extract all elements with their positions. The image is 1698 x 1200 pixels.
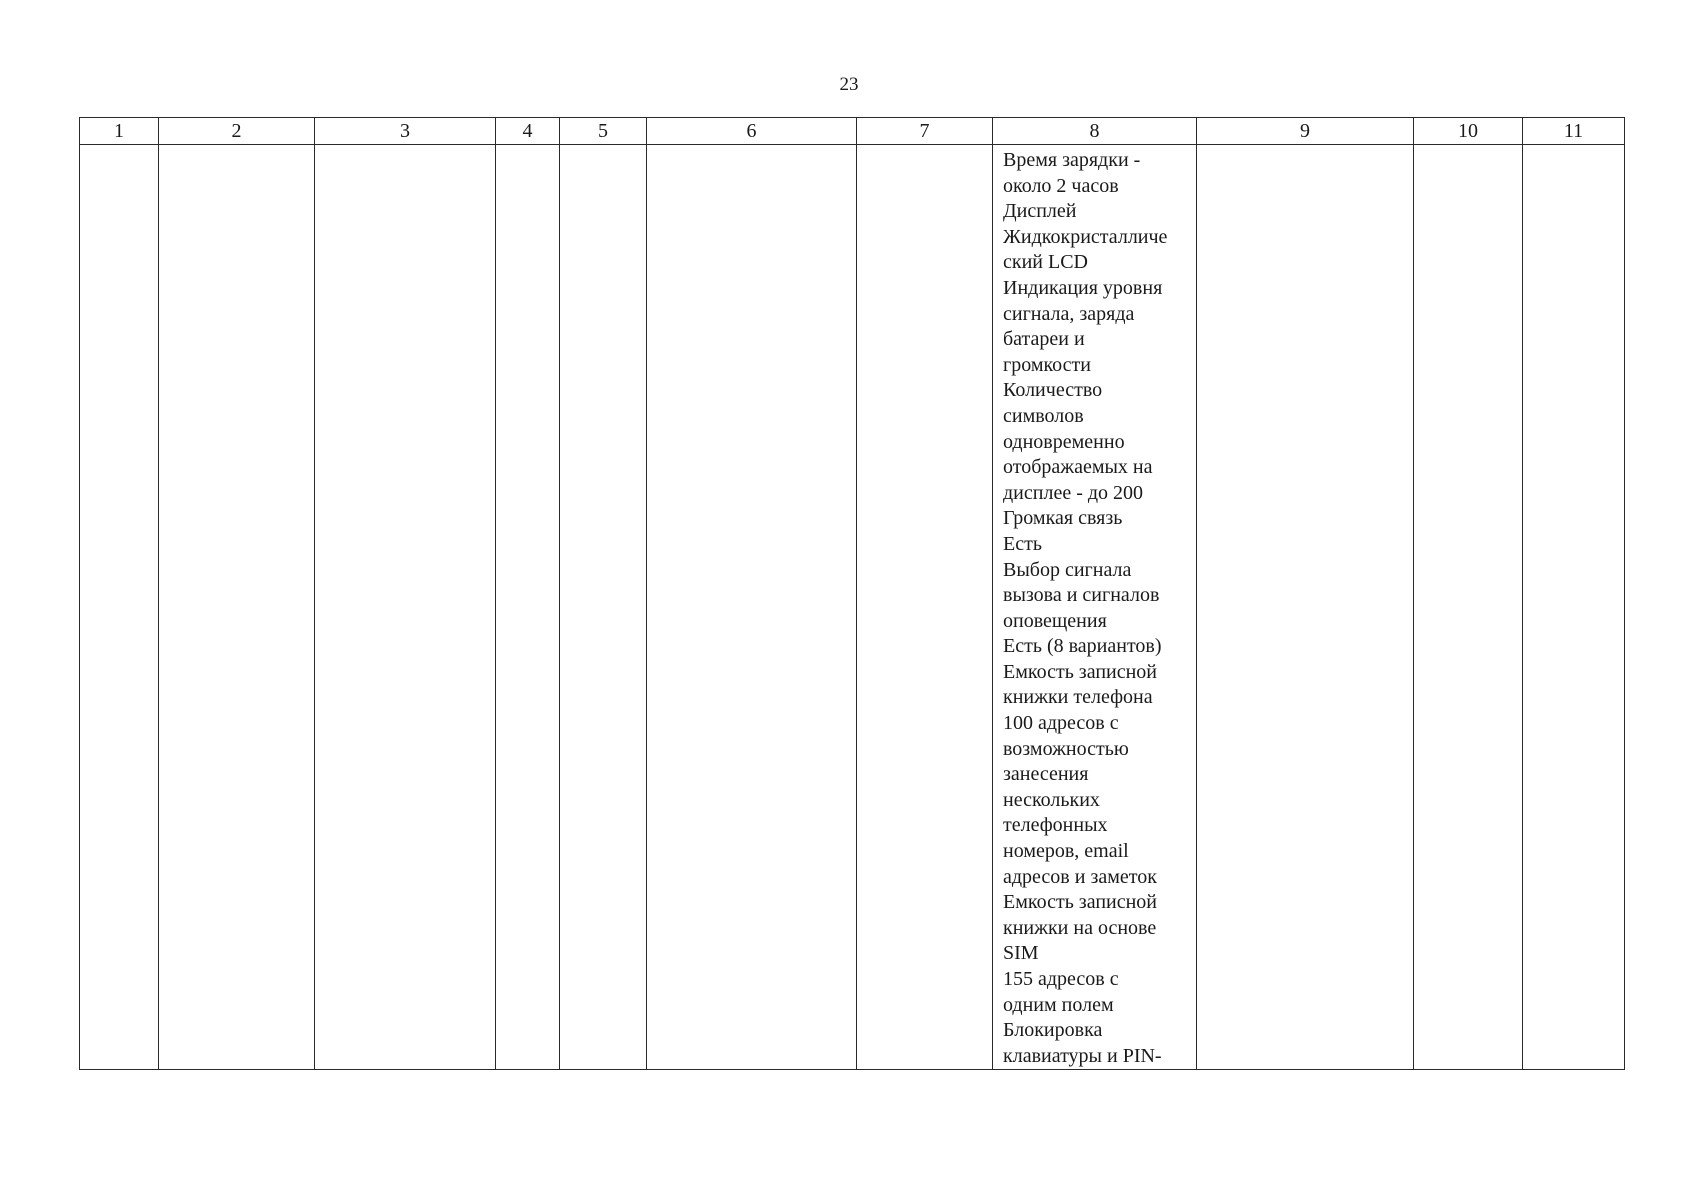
header-cell-4: 4 <box>496 118 560 145</box>
table-cell-2 <box>159 145 315 1070</box>
header-cell-2: 2 <box>159 118 315 145</box>
table-cell-7 <box>857 145 993 1070</box>
table-cell-11 <box>1523 145 1625 1070</box>
spec-table <box>79 117 1625 1070</box>
header-cell-9: 9 <box>1197 118 1414 145</box>
header-cell-11: 11 <box>1523 118 1625 145</box>
header-cell-3: 3 <box>315 118 496 145</box>
table-row <box>80 145 1625 1070</box>
table-cell-10 <box>1414 145 1523 1070</box>
header-cell-6: 6 <box>647 118 857 145</box>
table-cell-9 <box>1197 145 1414 1070</box>
header-cell-1: 1 <box>80 118 159 145</box>
header-cell-7: 7 <box>857 118 993 145</box>
header-cell-10: 10 <box>1414 118 1523 145</box>
specification-text: Время зарядки - около 2 часов Дисплей Жидкокристалличе ский LCD Индикация уровня сигнала, заряда батареи и громкости Количество символов одновременно отображаемых на дисплее - до 200 Громкая связь Есть Выбор сигнала вызова и сигналов оповещения Есть (8 вариантов) Емкость записной книжки телефона 100 адресов с возможностью занесения нескольких телефонных номеров, email адресов и заметок Емкость записной книжки на основе SIM 155 адресов с одним полем Блокировка клавиатуры и PIN- <box>1003 149 1168 1067</box>
table-cell-4 <box>496 145 560 1070</box>
header-cell-5: 5 <box>560 118 647 145</box>
table-cell-8 <box>993 145 1197 1070</box>
table-cell-6 <box>647 145 857 1070</box>
table-cell-5 <box>560 145 647 1070</box>
page-number: 23 <box>839 74 859 95</box>
header-row <box>80 118 1625 145</box>
table-cell-3 <box>315 145 496 1070</box>
table-cell-1 <box>80 145 159 1070</box>
header-cell-8: 8 <box>993 118 1197 145</box>
